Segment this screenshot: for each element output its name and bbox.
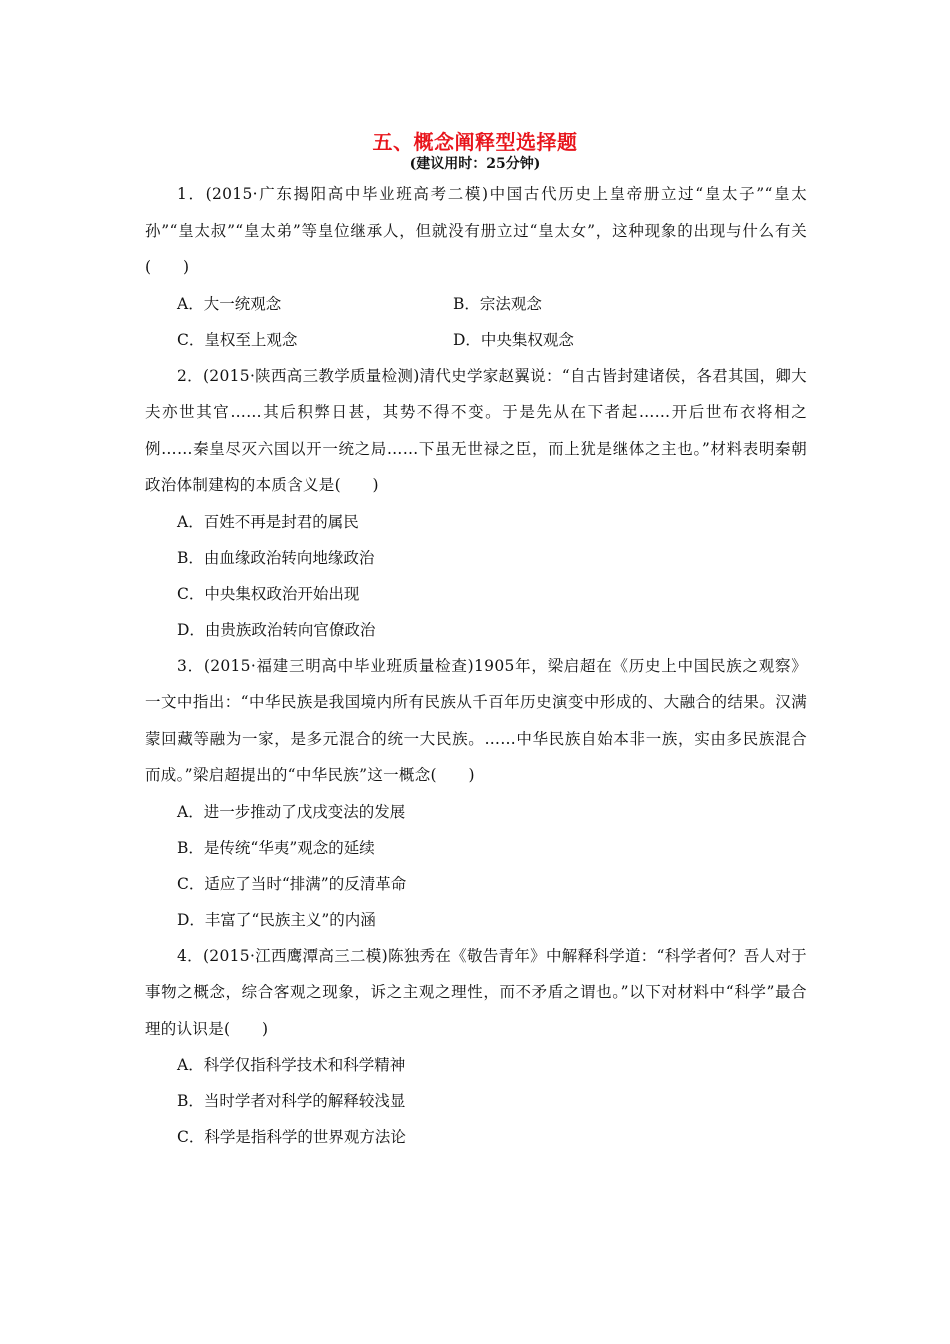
section-title: 五、概念阐释型选择题 bbox=[372, 130, 578, 154]
question-2 bbox=[145, 358, 807, 648]
question-stem: 2．(2015·陕西高三教学质量检测)清代史学家赵翼说：“自古皆封建诸侯，各君其国，卿大夫亦世其官……其后积弊日甚，其势不得不变。于是先从在下者起……开后世布衣将相之例……秦皇尽灭六国以开一统之局……下虽无世禄之臣，而上犹是继体之主也。”材料表明秦朝政治体制建构的本质含义是( ) bbox=[145, 366, 807, 494]
option-d: D．丰富了“民族主义”的内涵 bbox=[177, 910, 376, 929]
option-b: B．是传统“华夷”观念的延续 bbox=[177, 838, 375, 857]
time-suggestion: (建议用时：25分钟) bbox=[409, 156, 541, 172]
option-a: A．大一统观念 bbox=[177, 294, 282, 313]
question-stem: 3．(2015·福建三明高中毕业班质量检查)1905年，梁启超在《历史上中国民族之观察》一文中指出：“中华民族是我国境内所有民族从千百年历史演变中形成的、大融合的结果。汉满蒙回藏等融为一家，是多元混合的统一大民族。……中华民族自始本非一族，实由多民族混合而成。”梁启超提出的“中华民族”这一概念( ) bbox=[145, 656, 807, 784]
option-c: C．皇权至上观念 bbox=[177, 330, 298, 349]
option-a: A．百姓不再是封君的属民 bbox=[177, 512, 359, 531]
option-b: B．当时学者对科学的解释较浅显 bbox=[177, 1092, 406, 1110]
question-4 bbox=[145, 938, 807, 1156]
option-row bbox=[145, 322, 807, 358]
question-stem: 4．(2015·江西鹰潭高三二模)陈独秀在《敬告青年》中解释科学道：“科学者何？吾人对于事物之概念，综合客观之现象，诉之主观之理性，而不矛盾之谓也。”以下对材料中“科学”最合理的认识是( ) bbox=[145, 946, 807, 1038]
option-a: A．科学仅指科学技术和科学精神 bbox=[177, 1056, 406, 1074]
option-a: A．进一步推动了戊戌变法的发展 bbox=[177, 802, 406, 821]
option-c: C．适应了当时“排满”的反清革命 bbox=[177, 874, 407, 893]
question-3 bbox=[145, 648, 807, 938]
option-b: B．由血缘政治转向地缘政治 bbox=[177, 548, 375, 567]
option-c: C．中央集权政治开始出现 bbox=[177, 584, 360, 603]
option-d: D．中央集权观念 bbox=[453, 330, 574, 349]
option-c: C．科学是指科学的世界观方法论 bbox=[177, 1128, 406, 1146]
question-stem: 1．(2015·广东揭阳高中毕业班高考二模)中国古代历史上皇帝册立过“皇太子”“皇太孙”“皇太叔”“皇太弟”等皇位继承人，但就没有册立过“皇太女”，这种现象的出现与什么有关( ) bbox=[145, 185, 808, 276]
question-list bbox=[145, 176, 807, 1155]
question-1 bbox=[145, 176, 807, 358]
option-row bbox=[145, 286, 807, 322]
option-b: B．宗法观念 bbox=[453, 294, 542, 313]
option-d: D．由贵族政治转向官僚政治 bbox=[177, 620, 376, 639]
